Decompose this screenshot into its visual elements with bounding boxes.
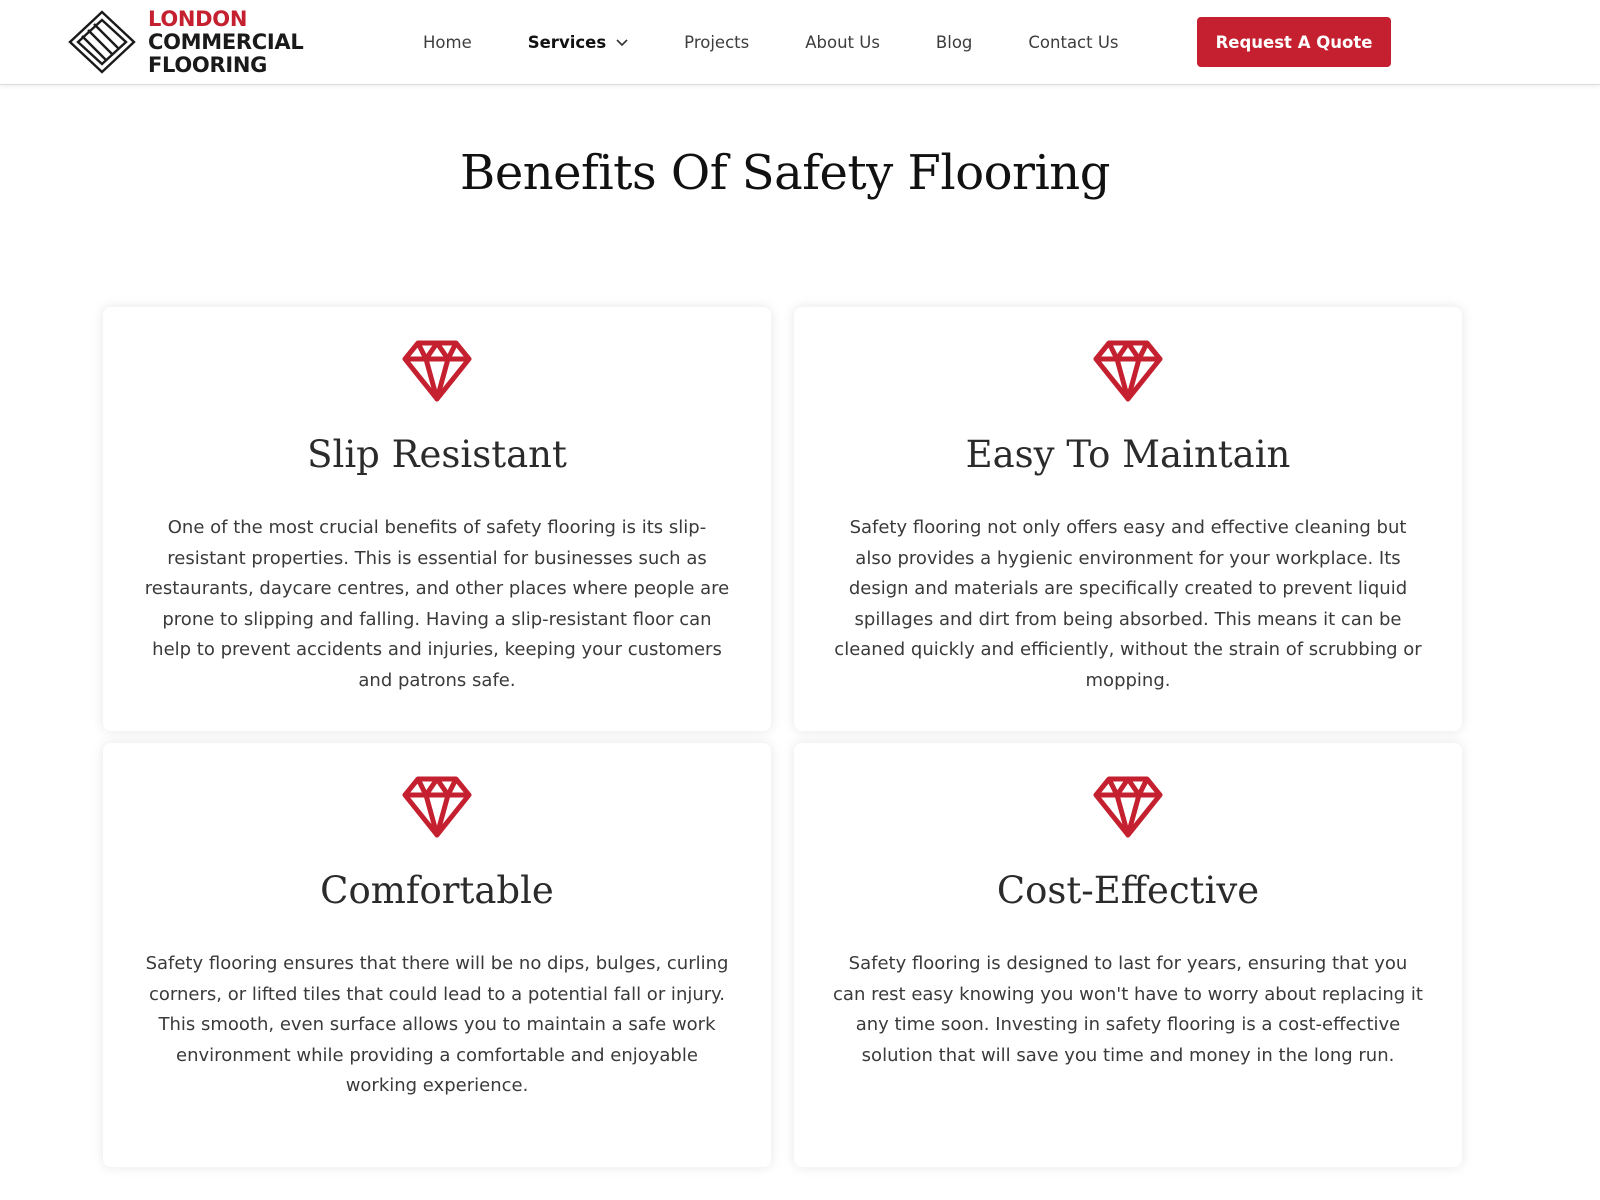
- nav-contact-us[interactable]: [1000, 33, 1146, 52]
- nav-about-us[interactable]: [777, 33, 908, 52]
- nav-services[interactable]: [500, 33, 656, 52]
- card-title: Easy To Maintain: [965, 433, 1291, 476]
- card-title: Slip Resistant: [307, 433, 567, 476]
- card-text: Safety flooring ensures that there will be no dips, bulges, curling corners, or lifted tiles that could lead to a potential fall or injury. This smooth, even surface allows you to maintain a safe work environment while providing a comfortable and enjoyable working experience.: [145, 953, 729, 1096]
- card-title: Comfortable: [320, 869, 554, 912]
- benefit-card-slip-resistant: [103, 307, 771, 731]
- chevron-down-icon: [616, 39, 628, 47]
- nav-contact-label: Contact Us: [1028, 33, 1119, 52]
- site-logo[interactable]: [68, 8, 303, 76]
- benefit-card-comfortable: [103, 743, 771, 1167]
- logo-line-flooring: FLOORING: [148, 52, 268, 77]
- card-text: One of the most crucial benefits of safety flooring is its slip-resistant properties. This is essential for businesses such as restaurants, daycare centres, and other places where people are prone to slipping and falling. Having a slip-resistant floor can help to prevent accidents and injuries, keeping your customers and patrons safe.: [144, 517, 730, 691]
- nav-projects[interactable]: [656, 33, 777, 52]
- logo-line-commercial: COMMERCIAL: [148, 29, 304, 54]
- nav-services-label: Services: [527, 33, 607, 52]
- benefit-card-easy-to-maintain: [794, 307, 1462, 731]
- diamond-icon: [402, 775, 472, 839]
- nav-home[interactable]: [395, 33, 500, 52]
- logo-line-london: LONDON: [148, 6, 248, 31]
- diamond-icon: [1093, 339, 1163, 403]
- diamond-icon: [1093, 775, 1163, 839]
- card-text: Safety flooring is designed to last for years, ensuring that you can rest easy knowing you won't have to worry about replacing it any time soon. Investing in safety flooring is a cost-effective solution that will save you time and money in the long run.: [833, 953, 1423, 1066]
- logo-squares-icon: [68, 10, 136, 74]
- nav-about-label: About Us: [805, 33, 880, 52]
- logo-wordmark: [148, 8, 303, 77]
- nav-blog[interactable]: [908, 33, 1000, 52]
- request-quote-button[interactable]: Request A Quote: [1197, 17, 1391, 67]
- nav-home-label: Home: [423, 33, 472, 52]
- nav-blog-label: Blog: [935, 33, 973, 52]
- benefit-card-cost-effective: [794, 743, 1462, 1167]
- main-nav: [395, 0, 1147, 85]
- section-title: Benefits Of Safety Flooring: [460, 145, 1110, 201]
- site-header: [0, 0, 1600, 85]
- card-title: Cost-Effective: [996, 869, 1260, 912]
- card-text: Safety flooring not only offers easy and effective cleaning but also provides a hygienic environment for your workplace. Its design and materials are specifically created to prevent liquid spillages and dirt from being absorbed. This means it can be cleaned quickly and efficiently, without the strain of scrubbing or mopping.: [834, 517, 1422, 691]
- nav-projects-label: Projects: [684, 33, 750, 52]
- diamond-icon: [402, 339, 472, 403]
